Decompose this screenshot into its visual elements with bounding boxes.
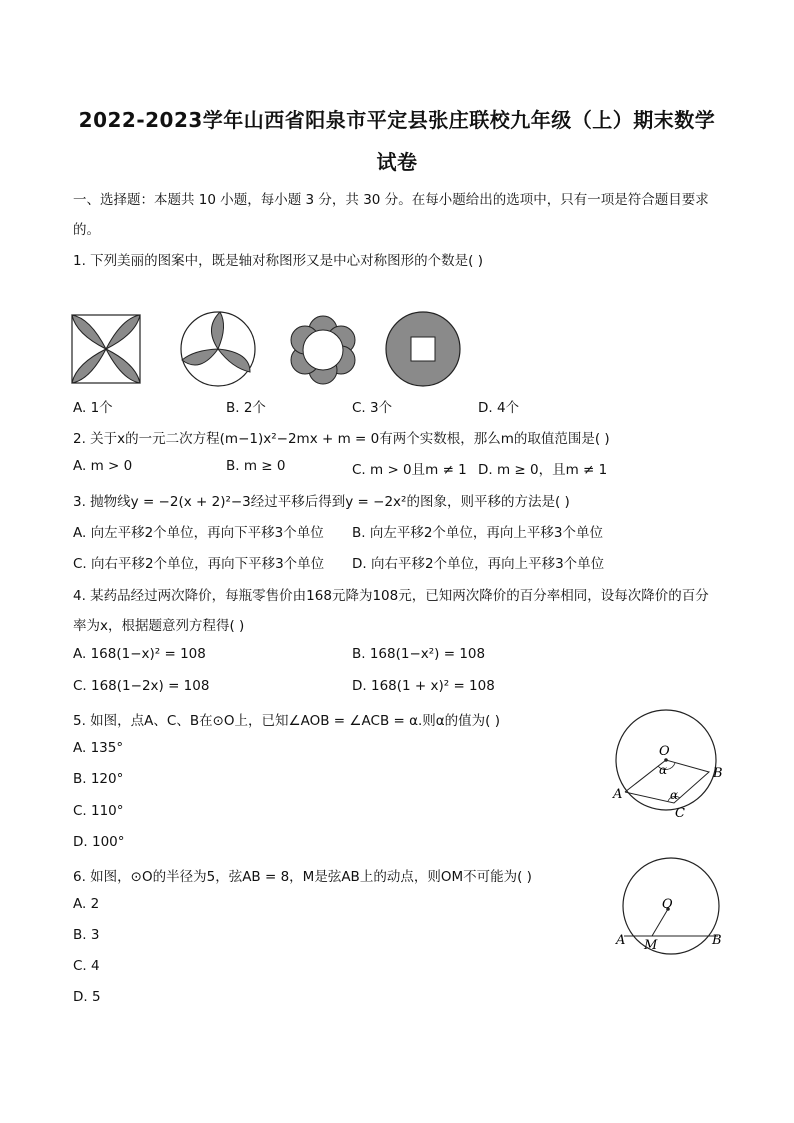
q6-circle-figure [610, 856, 730, 966]
q4-option-d[interactable]: D. 168(1 + x)² = 108 [352, 678, 495, 694]
q6-option-a[interactable]: A. 2 [73, 896, 100, 912]
q3-option-c[interactable]: C. 向右平移2个单位，再向下平移3个单位 [73, 556, 325, 572]
q5-label-b: B [713, 766, 723, 781]
section-instruction-line2: 的。 [73, 222, 100, 238]
q5-label-o: O [659, 744, 670, 759]
q3-option-a[interactable]: A. 向左平移2个单位，再向下平移3个单位 [73, 525, 324, 541]
q5-option-b[interactable]: B. 120° [73, 771, 124, 787]
q5-label-a: A [613, 787, 623, 802]
q6-label-o: O [662, 897, 673, 912]
exam-title-line1: 2022-2023学年山西省阳泉市平定县张庄联校九年级（上）期末数学 [78, 108, 716, 132]
q2-stem: 2. 关于x的一元二次方程(m−1)x²−2mx + m = 0有两个实数根，那么m的取值范围是( ) [73, 431, 610, 447]
exam-title-line2: 试卷 [376, 150, 418, 174]
q5-label-alpha-c: α [670, 788, 679, 802]
q6-label-a: A [616, 933, 626, 948]
q5-option-d[interactable]: D. 100° [73, 834, 125, 850]
q1-option-a[interactable]: A. 1个 [73, 400, 113, 416]
square-four-petals-figure [72, 315, 140, 383]
q2-option-b[interactable]: B. m ≥ 0 [226, 458, 286, 474]
q6-label-m: M [644, 938, 658, 953]
q6-stem: 6. 如图，⊙O的半径为5，弦AB = 8，M是弦AB上的动点，则OM不可能为( ) [73, 869, 532, 885]
q4-option-c[interactable]: C. 168(1−2x) = 108 [73, 678, 210, 694]
q5-option-c[interactable]: C. 110° [73, 803, 124, 819]
q6-label-b: B [712, 933, 722, 948]
q4-stem-line2: 率为x，根据题意列方程得( ) [73, 618, 245, 634]
q5-stem: 5. 如图，点A、C、B在⊙O上，已知∠AOB = ∠ACB = α.则α的值为( ) [73, 713, 501, 729]
q1-option-d[interactable]: D. 4个 [478, 400, 520, 416]
q1-figures [70, 310, 470, 390]
q5-label-c: C [675, 806, 685, 821]
q3-option-d[interactable]: D. 向右平移2个单位，再向上平移3个单位 [352, 556, 605, 572]
q6-option-b[interactable]: B. 3 [73, 927, 100, 943]
q1-stem: 1. 下列美丽的图案中，既是轴对称图形又是中心对称图形的个数是( ) [73, 253, 483, 269]
q5-option-a[interactable]: A. 135° [73, 740, 124, 756]
q1-option-c[interactable]: C. 3个 [352, 400, 393, 416]
q6-option-c[interactable]: C. 4 [73, 958, 100, 974]
q2-option-d[interactable]: D. m ≥ 0，且m ≠ 1 [478, 462, 608, 478]
six-petal-flower-figure [291, 316, 355, 384]
q5-label-alpha-center: α [659, 763, 668, 777]
q4-stem-line1: 4. 某药品经过两次降价，每瓶零售价由168元降为108元，已知两次降价的百分率相同，设每次降价的百分 [73, 588, 709, 604]
q1-option-b[interactable]: B. 2个 [226, 400, 266, 416]
q5-circle-figure [608, 700, 728, 825]
circle-three-leaves-figure [181, 312, 255, 386]
q3-stem: 3. 抛物线y = −2(x + 2)²−3经过平移后得到y = −2x²的图象，则平移的方法是( ) [73, 494, 570, 510]
q2-option-a[interactable]: A. m > 0 [73, 458, 133, 474]
q3-option-b[interactable]: B. 向左平移2个单位，再向上平移3个单位 [352, 525, 604, 541]
q2-option-c[interactable]: C. m > 0且m ≠ 1 [352, 462, 467, 478]
section-instruction-line1: 一、选择题：本题共 10 小题，每小题 3 分，共 30 分。在每小题给出的选项中，只有一项是符合题目要求 [73, 192, 709, 208]
q4-option-b[interactable]: B. 168(1−x²) = 108 [352, 646, 486, 662]
coin-square-hole-figure [386, 312, 460, 386]
q4-option-a[interactable]: A. 168(1−x)² = 108 [73, 646, 206, 662]
q6-option-d[interactable]: D. 5 [73, 989, 101, 1005]
